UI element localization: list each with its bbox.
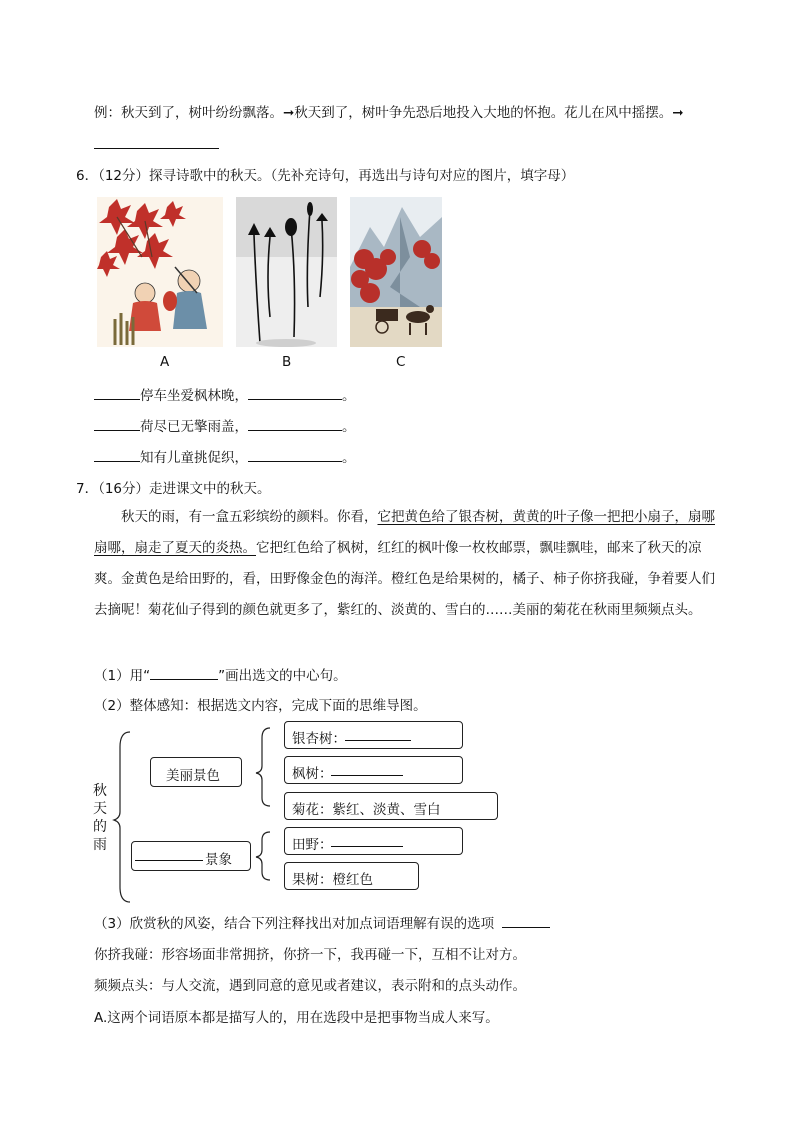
branch2-blank[interactable]	[135, 848, 203, 861]
example-sentence: 例：秋天到了，树叶纷纷飘落。➞秋天到了，树叶争先恐后地投入大地的怀抱。花儿在风中摇摆。➞	[94, 105, 684, 121]
q7-sub3	[94, 912, 550, 932]
q7-passage	[94, 502, 720, 626]
leaf-field-label: 田野：	[292, 837, 333, 853]
maple-forest-carriage-icon	[350, 197, 442, 347]
mindmap-brackets	[110, 722, 300, 907]
note-nodding: 频频点头：与人交流，遇到同意的意见或者建议，表示附和的点头动作。	[94, 978, 526, 994]
poem-line-3-end: 。	[342, 450, 356, 466]
passage-underlined-sentence: 它把黄色给了银杏树，黄黄的叶子像一把把小扇子，扇哪扇哪，扇走了夏天的炎热。	[94, 509, 715, 556]
image-c	[350, 197, 442, 347]
q7-sub2: （2）整体感知：根据选文内容，完成下面的思维导图。	[94, 698, 427, 714]
q6-title: 6．（12分）探寻诗歌中的秋天。（先补充诗句，再选出与诗句对应的图片，填字母）	[76, 168, 575, 184]
poem-line-2-letter-blank[interactable]	[94, 418, 140, 431]
leaf-field-blank[interactable]	[331, 834, 403, 847]
sub3-text: （3）欣赏秋的风姿，结合下列注释找出对加点词语理解有误的选项	[94, 916, 495, 932]
branch-beautiful-scenery	[150, 757, 242, 787]
leaf-chrysanthemum	[284, 792, 498, 820]
poem-line-1-end: 。	[342, 388, 356, 404]
poem-line-1	[94, 384, 356, 404]
poem-line-2-answer-blank[interactable]	[248, 418, 342, 431]
leaf-maple-blank[interactable]	[331, 763, 403, 776]
example-answer-blank[interactable]	[94, 136, 219, 149]
poem-line-3-answer-blank[interactable]	[248, 449, 342, 462]
leaf-maple	[284, 756, 463, 784]
passage-part-1: 秋天的雨，有一盒五彩缤纷的颜料。你看，	[121, 509, 378, 525]
withered-lotus-icon	[236, 197, 337, 347]
mindmap-root: 秋天的雨	[93, 783, 107, 853]
poem-line-2	[94, 415, 356, 435]
leaf-chrysanthemum-label: 菊花：紫红、淡黄、雪白	[292, 802, 441, 818]
poem-line-3-text: 知有儿童挑促织，	[140, 450, 248, 466]
poem-line-1-text: 停车坐爱枫林晚，	[140, 388, 248, 404]
leaf-fruit-tree	[284, 862, 419, 890]
branch-beautiful-scenery-label: 美丽景色	[166, 768, 220, 784]
image-b	[236, 197, 337, 347]
q7-sub1	[94, 664, 347, 684]
note-jostle: 你挤我碰：形容场面非常拥挤，你挤一下，我再碰一下，互相不让对方。	[94, 947, 526, 963]
leaf-ginkgo-label: 银杏树：	[292, 731, 346, 747]
sub1-pre: （1）用“	[94, 668, 151, 684]
leaf-fruit-tree-label: 果树：橙红色	[292, 872, 373, 888]
leaf-ginkgo	[284, 721, 463, 749]
sub3-blank[interactable]	[502, 915, 550, 928]
leaf-ginkgo-blank[interactable]	[345, 728, 411, 741]
poem-line-2-text: 荷尽已无擎雨盖，	[140, 419, 248, 435]
image-b-label: B	[282, 354, 292, 370]
image-a	[97, 197, 223, 347]
branch-blank-scenery-label: 景象	[205, 852, 232, 868]
poem-line-2-end: 。	[342, 419, 356, 435]
children-catching-crickets-icon	[97, 197, 223, 347]
image-c-label: C	[396, 354, 406, 370]
branch-blank-scenery	[131, 841, 251, 871]
sub1-post: ”画出选文的中心句。	[218, 668, 347, 684]
image-a-label: A	[160, 354, 170, 370]
sub1-blank[interactable]	[150, 667, 218, 680]
poem-line-1-letter-blank[interactable]	[94, 387, 140, 400]
leaf-maple-label: 枫树：	[292, 766, 333, 782]
option-a: A.这两个词语原本都是描写人的，用在选段中是把事物当成人来写。	[94, 1010, 499, 1026]
q7-title: 7．（16分）走进课文中的秋天。	[76, 481, 271, 497]
poem-line-3	[94, 446, 356, 466]
passage-part-2: 它把红色给了枫树，红红的枫叶像一枚枚邮票，飘哇飘哇，邮来了秋天的凉爽。金黄色是给田野的，看，田野像金色的海洋。橙红色是给果树的，橘子、柿子你挤我碰，争着要人们去摘呢！菊花仙子得到的颜色就更多了，紫红的、淡黄的、雪白的……美丽的菊花在秋雨里频频点头。	[94, 540, 715, 618]
poem-line-1-answer-blank[interactable]	[248, 387, 342, 400]
poem-line-3-letter-blank[interactable]	[94, 449, 140, 462]
leaf-field	[284, 827, 463, 855]
